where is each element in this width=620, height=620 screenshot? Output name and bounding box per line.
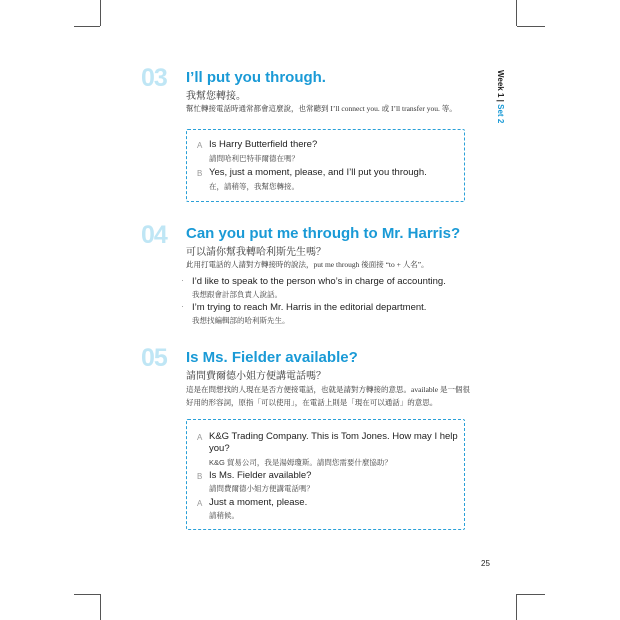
bullet-marker: ·	[181, 301, 184, 311]
section-subtitle: 請問費爾德小姐方便講電話嗎？	[186, 371, 326, 382]
speaker-label: B	[197, 472, 203, 481]
speaker-label: A	[197, 433, 203, 442]
section-number: 04	[141, 221, 167, 249]
side-tab-week: Week 1	[496, 70, 505, 98]
page-number: 25	[481, 559, 490, 568]
crop-mark	[74, 26, 100, 27]
dialog-line-zh: 請問費爾德小姐方便講電話嗎？	[209, 484, 314, 493]
bullet-marker: ·	[181, 275, 184, 285]
section-note: 此用打電話的人請對方轉接時的說法，put me through 後面接 “to + 人名”。	[186, 260, 429, 269]
section-title: Is Ms. Fielder available?	[186, 349, 358, 366]
dialog-line-en: Is Ms. Fielder available?	[209, 470, 312, 481]
crop-mark	[516, 594, 517, 620]
dialog-line-en: Just a moment, please.	[209, 497, 308, 508]
section-subtitle: 我幫您轉接。	[186, 91, 246, 102]
dialog-line-en: K&G Trading Company. This is Tom Jones. How may I help	[209, 431, 458, 442]
bullet-zh: 我想找編輯部的哈利斯先生。	[192, 316, 290, 325]
dialog-line-en: Yes, just a moment, please, and I’ll put you through.	[209, 167, 427, 178]
dialog-line-zh: 請稍候。	[209, 511, 239, 520]
dialog-line-en: you?	[209, 443, 230, 454]
section-number: 03	[141, 64, 167, 92]
dialog-line-en: Is Harry Butterfield there?	[209, 139, 318, 150]
crop-mark	[100, 604, 101, 620]
section-title: I’ll put you through.	[186, 69, 326, 86]
side-tab	[489, 70, 511, 122]
crop-mark	[517, 26, 545, 27]
section-subtitle: 可以請你幫我轉哈利斯先生嗎？	[186, 247, 326, 258]
crop-mark	[100, 0, 101, 26]
side-tab-text: Week 1 | Set 2	[496, 70, 505, 124]
section-note-line: 這是在問想找的人現在是否方便接電話，也就是請對方轉接的意思。available 是一個很	[186, 385, 470, 394]
bullet-en: I’d like to speak to the person who’s in charge of accounting.	[192, 276, 446, 287]
section-note-line: 好用的形容詞，原指「可以使用」，在電話上則是「現在可以通話」的意思。	[186, 398, 438, 407]
crop-mark	[516, 0, 517, 26]
crop-mark	[517, 594, 545, 595]
bullet-zh: 我想跟會計部負責人說話。	[192, 290, 282, 299]
section-note: 幫忙轉接電話時通常都會這麼說，也常聽到 I’ll connect you. 或 I’ll transfer you. 等。	[186, 104, 457, 113]
speaker-label: A	[197, 499, 203, 508]
bullet-en: I’m trying to reach Mr. Harris in the editorial department.	[192, 302, 427, 313]
speaker-label: A	[197, 141, 203, 150]
speaker-label: B	[197, 169, 203, 178]
dialog-line-zh: 請問哈利巴特菲爾德在嗎？	[209, 154, 299, 163]
crop-mark	[74, 594, 100, 595]
dialog-line-zh: 在，請稍等，我幫您轉接。	[209, 182, 299, 191]
section-title: Can you put me through to Mr. Harris?	[186, 225, 461, 242]
section-number: 05	[141, 344, 167, 372]
side-tab-set: Set 2	[496, 104, 505, 124]
dialog-line-zh: K&G 貿易公司，我是湯姆瓊斯。請問您需要什麼協助？	[209, 458, 392, 467]
